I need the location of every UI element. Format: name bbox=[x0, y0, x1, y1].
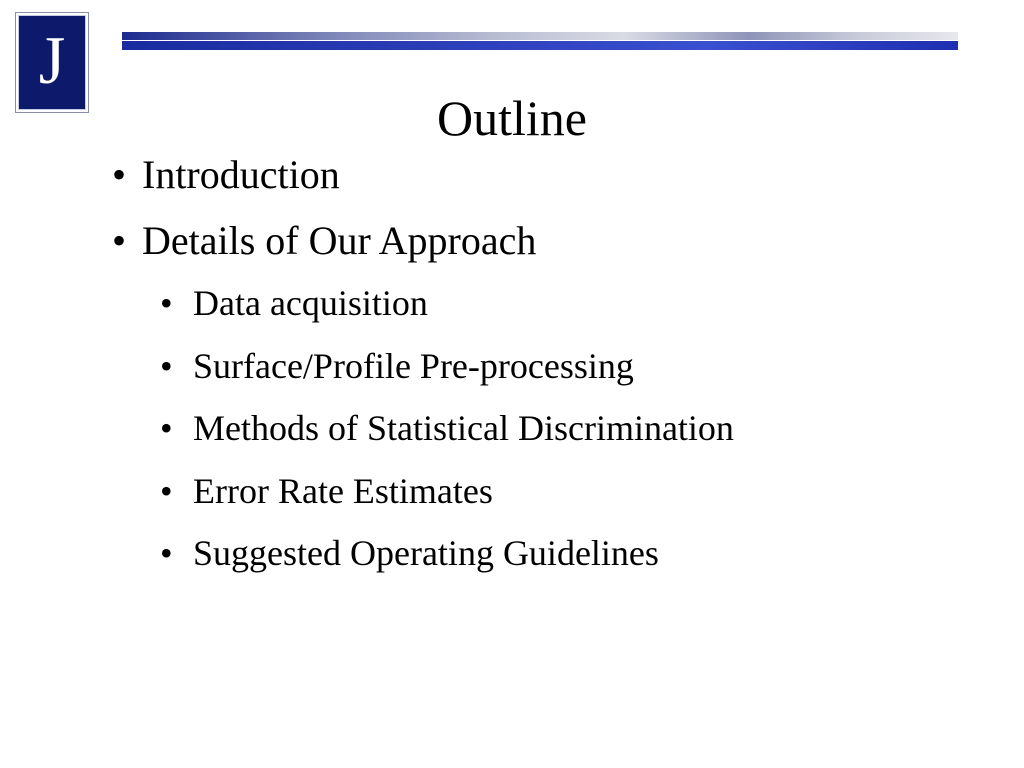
logo-letter: J bbox=[38, 22, 66, 98]
bullet-text: Details of Our Approach bbox=[142, 218, 537, 263]
sub-bullet-marker: • bbox=[160, 408, 173, 448]
bullet-item bbox=[112, 150, 992, 200]
bullet-marker: • bbox=[112, 218, 127, 263]
bullet-text: Introduction bbox=[142, 152, 340, 197]
sub-bullet-marker: • bbox=[160, 533, 173, 573]
sub-bullet-marker: • bbox=[160, 283, 173, 323]
sub-bullet-text: Suggested Operating Guidelines bbox=[193, 533, 659, 573]
sub-bullet-marker: • bbox=[160, 470, 173, 511]
sub-bullet-item bbox=[160, 343, 990, 389]
sub-bullet-item bbox=[160, 405, 990, 451]
bullet-item bbox=[112, 216, 992, 266]
header-decorative-bar bbox=[122, 32, 958, 51]
bullet-marker: • bbox=[112, 152, 127, 197]
header-bar-blue-stripe bbox=[122, 41, 958, 50]
sub-bullet-marker: • bbox=[160, 345, 173, 386]
sub-bullet-list bbox=[160, 280, 990, 593]
sub-bullet-text: Methods of Statistical Discrimination bbox=[193, 408, 734, 448]
sub-bullet-item bbox=[160, 280, 990, 326]
sub-bullet-item bbox=[160, 468, 990, 514]
slide-title: Outline bbox=[437, 90, 587, 146]
sub-bullet-text: Data acquisition bbox=[193, 283, 428, 323]
sub-bullet-text: Error Rate Estimates bbox=[193, 470, 493, 511]
header-bar-gradient-stripe bbox=[122, 32, 958, 40]
bullet-list bbox=[112, 150, 992, 282]
sub-bullet-text: Surface/Profile Pre-processing bbox=[193, 345, 634, 386]
sub-bullet-item bbox=[160, 530, 990, 576]
